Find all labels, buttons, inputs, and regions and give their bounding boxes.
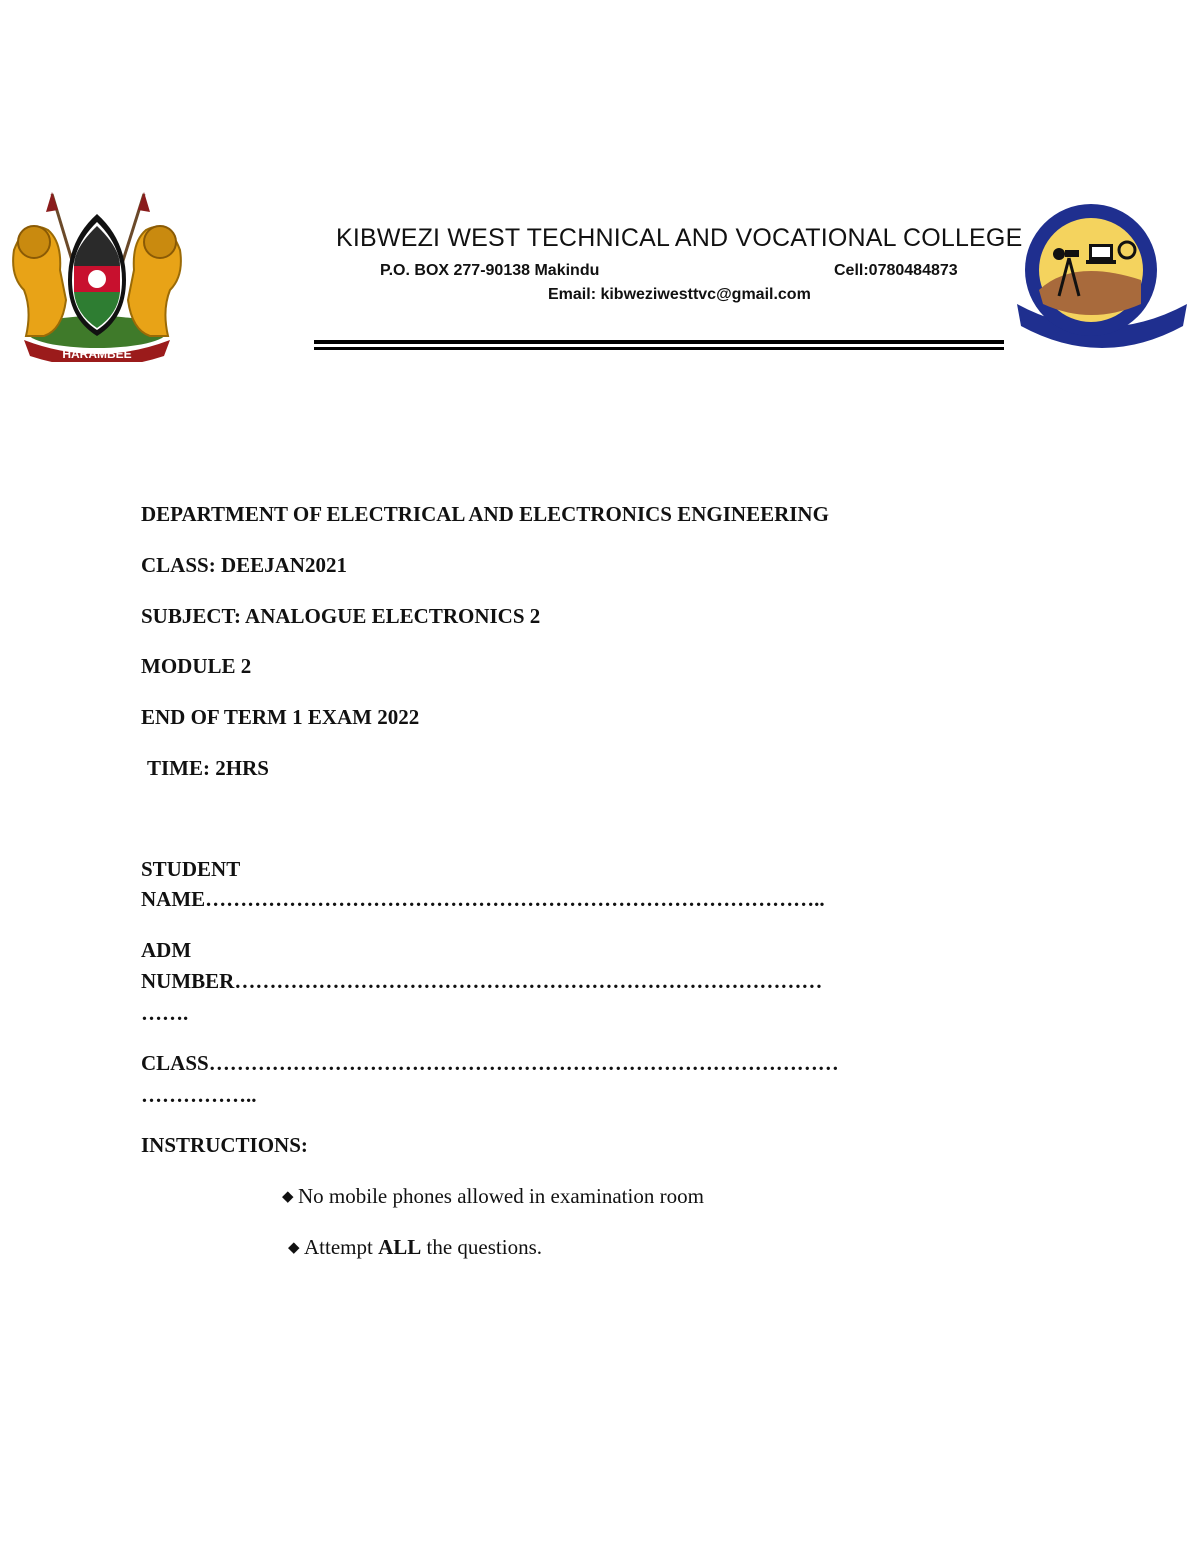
adm-number-field[interactable]: NUMBER………………………………………………………………………… (141, 969, 823, 993)
cell-number: Cell:0780484873 (834, 262, 958, 279)
module: MODULE 2 (141, 654, 252, 678)
adm-label: ADM (141, 938, 192, 962)
instructions-heading: INSTRUCTIONS: (141, 1133, 308, 1157)
instruction-text-bold: ALL (378, 1235, 422, 1259)
header-rule-top (314, 340, 1004, 344)
header-rule-bottom (314, 347, 1004, 350)
po-box: P.O. BOX 277-90138 Makindu (380, 262, 600, 279)
coat-of-arms-icon (4, 190, 190, 362)
student-label: STUDENT (141, 857, 241, 881)
exam-title: END OF TERM 1 EXAM 2022 (141, 705, 420, 729)
department: DEPARTMENT OF ELECTRICAL AND ELECTRONICS ENGINEERING (141, 502, 829, 526)
instruction-text-pre: Attempt (304, 1235, 379, 1259)
diamond-bullet-icon: ◆ (288, 1240, 300, 1256)
exam-time: TIME: 2HRS (147, 756, 269, 780)
instruction-text-post: the questions. (421, 1235, 543, 1259)
instruction-item (282, 1184, 704, 1209)
diamond-bullet-icon: ◆ (282, 1189, 294, 1205)
student-class-field[interactable]: CLASS……………………………………………………………………………… (141, 1051, 839, 1075)
adm-number-field-cont: ……. (141, 1001, 189, 1025)
college-name: KIBWEZI WEST TECHNICAL AND VOCATIONAL COLLEGE (336, 224, 1023, 252)
coat-motto: HARAMBEE (62, 347, 132, 361)
college-logo-icon (1013, 200, 1191, 348)
student-name-field[interactable]: NAME…………………………………………………………………………….. (141, 887, 825, 911)
class-info: CLASS: DEEJAN2021 (141, 553, 347, 577)
email: Email: kibweziwesttvc@gmail.com (548, 286, 811, 303)
instruction-item (288, 1235, 542, 1260)
instruction-text: No mobile phones allowed in examination room (298, 1184, 704, 1208)
student-class-field-cont: …………….. (141, 1083, 257, 1107)
subject: SUBJECT: ANALOGUE ELECTRONICS 2 (141, 604, 541, 628)
